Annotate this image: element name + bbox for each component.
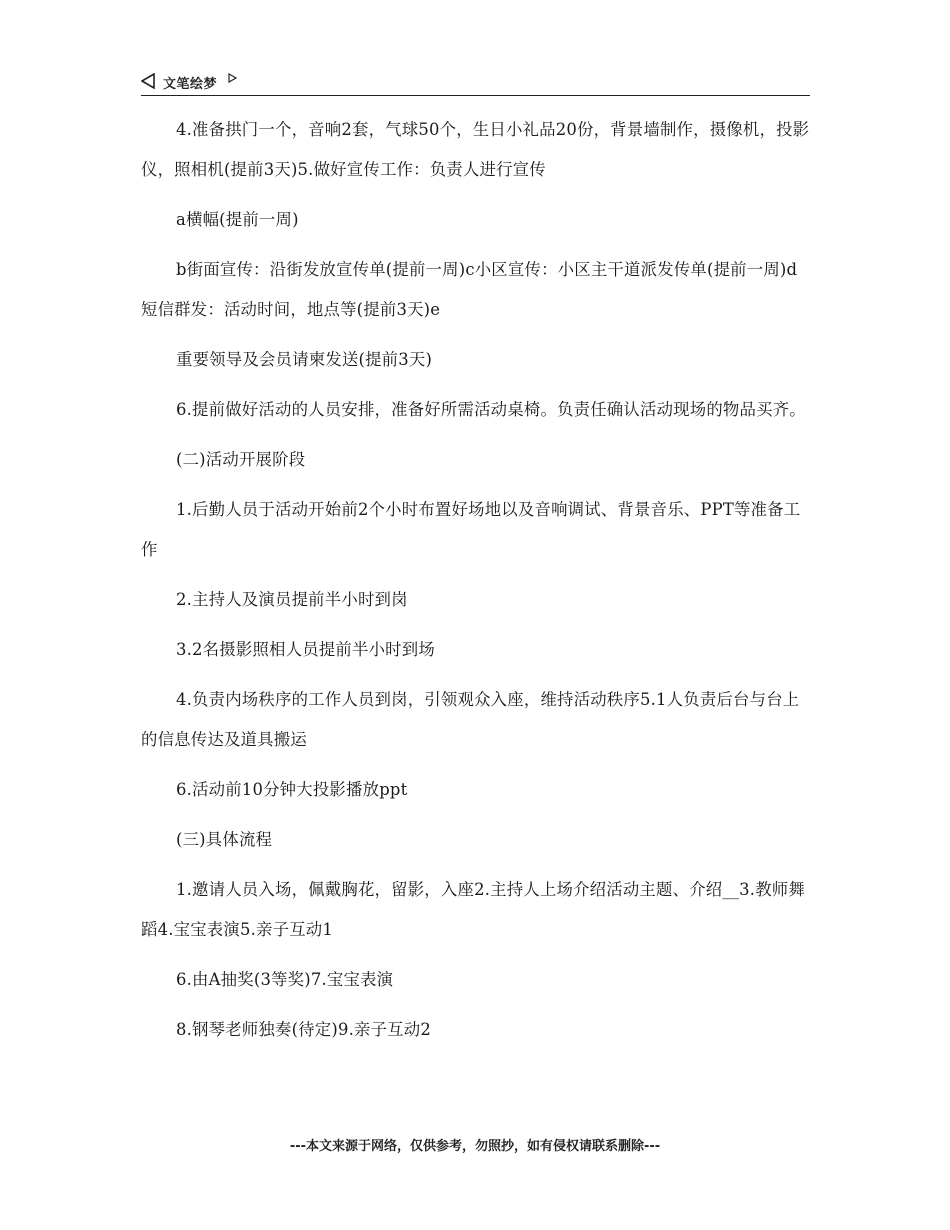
paragraph: 1.邀请人员入场，佩戴胸花，留影，入座2.主持人上场介绍活动主题、介绍__3.教师舞蹈4.宝宝表演5.亲子互动1 [141, 880, 805, 939]
paragraph: 1.后勤人员于活动开始前2个小时布置好场地以及音响调试、背景音乐、PPT等准备工作 [141, 500, 801, 559]
header-brand: 文笔绘梦 [163, 77, 218, 92]
paragraph: 6.由A抽奖(3等奖)7.宝宝表演 [176, 970, 394, 989]
paragraph: 4.负责内场秩序的工作人员到岗，引领观众入座，维持活动秩序5.1人负责后台与台上的信息传达及道具搬运 [141, 690, 800, 749]
paragraph: 4.准备拱门一个，音响2套，气球50个，生日小礼品20份，背景墙制作，摄像机，投影仪，照相机(提前3天)5.做好宣传工作：负责人进行宣传 [141, 120, 810, 179]
section-heading: (三)具体流程 [176, 830, 273, 849]
paragraph: 重要领导及会员请柬发送(提前3天) [176, 350, 433, 369]
section-heading: (二)活动开展阶段 [176, 450, 306, 469]
page-footer: ---本文来源于网络，仅供参考，勿照抄，如有侵权请联系删除--- [289, 1139, 661, 1154]
paragraph: 2.主持人及演员提前半小时到岗 [176, 590, 408, 609]
paragraph: b街面宣传：沿街发放宣传单(提前一周)c小区宣传：小区主干道派发传单(提前一周)d短信群发：活动时间，地点等(提前3天)e [141, 260, 798, 319]
document-body [141, 110, 810, 1060]
triangle-left-icon [141, 73, 155, 89]
triangle-right-icon [228, 73, 237, 83]
page-header [141, 71, 810, 96]
paragraph: 6.活动前10分钟大投影播放ppt [176, 780, 408, 799]
paragraph: a横幅(提前一周) [176, 210, 299, 229]
paragraph: 3.2名摄影照相人员提前半小时到场 [176, 640, 435, 659]
paragraph: 8.钢琴老师独奏(待定)9.亲子互动2 [176, 1020, 431, 1039]
paragraph: 6.提前做好活动的人员安排，准备好所需活动桌椅。负责任确认活动现场的物品买齐。 [176, 400, 806, 419]
